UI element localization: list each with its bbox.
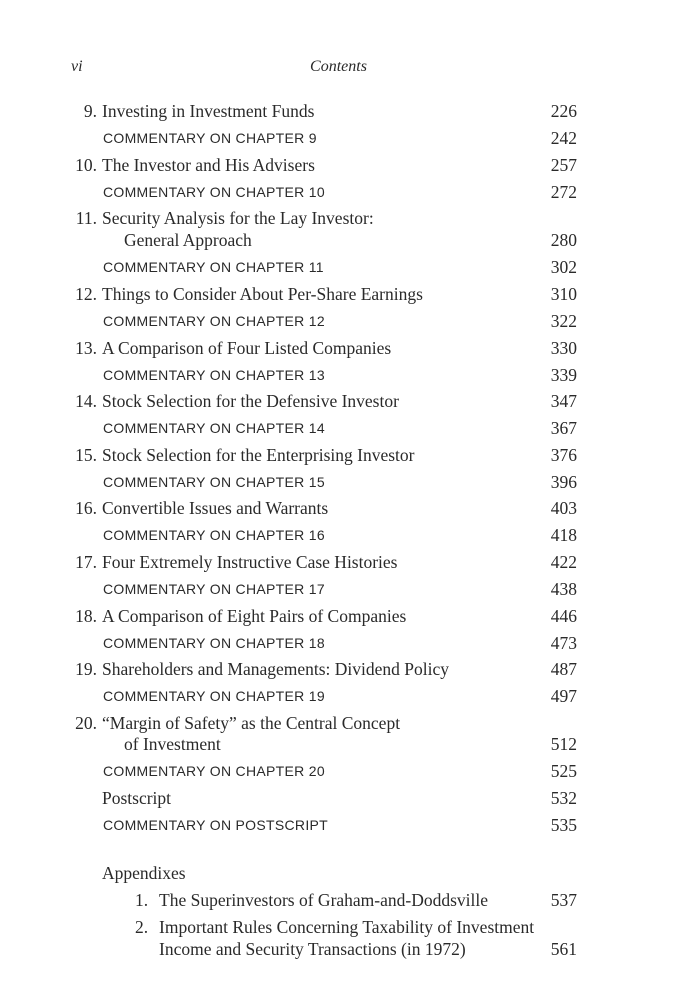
chapter-number: 18. — [75, 606, 97, 626]
chapter-page: 310 — [550, 284, 577, 304]
appendix-title: Important Rules Concerning Taxability of Investment — [159, 917, 535, 937]
commentary-page: 497 — [550, 686, 577, 706]
chapter-title: Things to Consider About Per-Share Earnings — [102, 284, 423, 304]
chapter-title-line2: General Approach — [124, 230, 252, 250]
commentary-page: 525 — [550, 761, 577, 781]
chapter-page: 347 — [550, 391, 577, 411]
toc-commentary-12 — [0, 311, 677, 337]
commentary-page: 367 — [550, 418, 577, 438]
chapter-number: 10. — [75, 155, 97, 175]
toc-appendix-1 — [0, 890, 677, 916]
running-header-title: Contents — [310, 58, 367, 75]
commentary-title: COMMENTARY ON CHAPTER 14 — [103, 420, 325, 436]
toc-postscript — [0, 788, 677, 814]
toc-commentary-15 — [0, 472, 677, 498]
toc-chapter-17 — [0, 552, 677, 578]
commentary-page: 438 — [550, 579, 577, 599]
appendix-title: The Superinvestors of Graham-and-Doddsville — [159, 890, 489, 910]
commentary-page: 418 — [550, 525, 577, 545]
chapter-title: Stock Selection for the Defensive Investor — [102, 391, 399, 411]
chapter-page: 403 — [550, 498, 577, 518]
toc-chapter-13 — [0, 338, 677, 364]
toc-commentary-postscript — [0, 815, 677, 841]
toc-commentary-17 — [0, 579, 677, 605]
chapter-number: 20. — [75, 713, 97, 733]
toc-appendixes-heading — [0, 863, 677, 889]
chapter-title: Shareholders and Managements: Dividend Policy — [102, 659, 450, 679]
commentary-page: 242 — [550, 128, 577, 148]
commentary-page: 302 — [550, 257, 577, 277]
toc-chapter-15 — [0, 445, 677, 471]
chapter-title: A Comparison of Four Listed Companies — [102, 338, 392, 358]
commentary-title: COMMENTARY ON CHAPTER 19 — [103, 688, 325, 704]
toc-commentary-16 — [0, 525, 677, 551]
toc-chapter-16 — [0, 498, 677, 524]
chapter-number: 13. — [75, 338, 97, 358]
toc-chapter-20-continued — [0, 734, 677, 760]
toc-commentary-11 — [0, 257, 677, 283]
commentary-page: 339 — [550, 365, 577, 385]
chapter-page: 257 — [550, 155, 577, 175]
commentary-title: COMMENTARY ON CHAPTER 16 — [103, 527, 325, 543]
commentary-page: 535 — [550, 815, 577, 835]
chapter-page: 512 — [550, 734, 577, 754]
chapter-number: 11. — [75, 208, 97, 228]
toc-commentary-20 — [0, 761, 677, 787]
chapter-title: Convertible Issues and Warrants — [102, 498, 329, 518]
chapter-number: 19. — [75, 659, 97, 679]
chapter-number: 12. — [75, 284, 97, 304]
chapter-title: Security Analysis for the Lay Investor: — [102, 208, 374, 228]
toc-chapter-19 — [0, 659, 677, 685]
chapter-page: 280 — [550, 230, 577, 250]
toc-chapter-10 — [0, 155, 677, 181]
chapter-page: 487 — [550, 659, 577, 679]
appendix-number: 2. — [135, 917, 149, 937]
appendix-title-line2: Income and Security Transactions (in 1972) — [159, 939, 466, 959]
commentary-title: COMMENTARY ON CHAPTER 18 — [103, 635, 325, 651]
appendix-number: 1. — [135, 890, 149, 910]
commentary-title: COMMENTARY ON CHAPTER 15 — [103, 474, 325, 490]
chapter-number: 16. — [75, 498, 97, 518]
commentary-title: COMMENTARY ON CHAPTER 11 — [103, 259, 324, 275]
chapter-title: “Margin of Safety” as the Central Concept — [102, 713, 401, 733]
toc-chapter-18 — [0, 606, 677, 632]
chapter-page: 330 — [550, 338, 577, 358]
chapter-page: 446 — [550, 606, 577, 626]
commentary-page: 396 — [550, 472, 577, 492]
commentary-page: 272 — [550, 182, 577, 202]
chapter-title: Stock Selection for the Enterprising Investor — [102, 445, 415, 465]
commentary-title: COMMENTARY ON POSTSCRIPT — [103, 817, 328, 833]
chapter-title-line2: of Investment — [124, 734, 221, 754]
toc-commentary-14 — [0, 418, 677, 444]
postscript-title: Postscript — [102, 788, 172, 808]
chapter-title: A Comparison of Eight Pairs of Companies — [102, 606, 407, 626]
toc-commentary-9 — [0, 128, 677, 154]
chapter-title: Four Extremely Instructive Case Histories — [102, 552, 398, 572]
commentary-title: COMMENTARY ON CHAPTER 9 — [103, 130, 317, 146]
commentary-title: COMMENTARY ON CHAPTER 12 — [103, 313, 325, 329]
commentary-title: COMMENTARY ON CHAPTER 20 — [103, 763, 325, 779]
toc-commentary-18 — [0, 633, 677, 659]
chapter-page: 376 — [550, 445, 577, 465]
chapter-page: 422 — [550, 552, 577, 572]
appendix-page: 561 — [550, 939, 577, 959]
toc-chapter-12 — [0, 284, 677, 310]
appendix-page: 537 — [550, 890, 577, 910]
toc-chapter-11-continued — [0, 230, 677, 256]
commentary-title: COMMENTARY ON CHAPTER 17 — [103, 581, 325, 597]
appendixes-heading: Appendixes — [102, 863, 186, 883]
chapter-page: 226 — [550, 101, 577, 121]
toc-appendix-2-continued — [0, 939, 677, 965]
toc-commentary-13 — [0, 365, 677, 391]
chapter-number: 9. — [83, 101, 97, 121]
toc-commentary-19 — [0, 686, 677, 712]
toc-chapter-9 — [0, 101, 677, 127]
toc-chapter-14 — [0, 391, 677, 417]
postscript-page: 532 — [550, 788, 577, 808]
toc-commentary-10 — [0, 182, 677, 208]
commentary-title: COMMENTARY ON CHAPTER 13 — [103, 367, 325, 383]
page-folio: vi — [71, 58, 83, 75]
commentary-page: 322 — [550, 311, 577, 331]
chapter-title: Investing in Investment Funds — [102, 101, 315, 121]
chapter-number: 15. — [75, 445, 97, 465]
commentary-title: COMMENTARY ON CHAPTER 10 — [103, 184, 325, 200]
chapter-number: 14. — [75, 391, 97, 411]
chapter-number: 17. — [75, 552, 97, 572]
chapter-title: The Investor and His Advisers — [102, 155, 315, 175]
commentary-page: 473 — [550, 633, 577, 653]
